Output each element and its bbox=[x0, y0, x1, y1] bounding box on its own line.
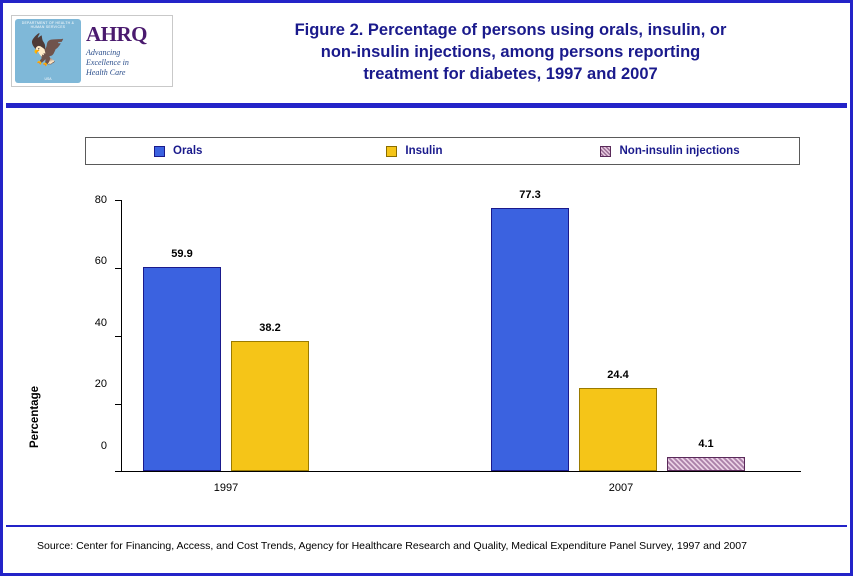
y-axis-tick-labels bbox=[51, 178, 107, 473]
hhs-seal-graphic bbox=[15, 19, 81, 83]
y-tick-20: 20 bbox=[94, 378, 107, 390]
y-tickmark-0 bbox=[115, 471, 121, 472]
seal-bottom-text: USA bbox=[44, 77, 52, 81]
bar-2007-orals bbox=[491, 208, 569, 471]
chart-axes bbox=[121, 189, 801, 494]
bar-value-1997-orals: 59.9 bbox=[171, 248, 193, 260]
legend-item-insulin bbox=[386, 145, 442, 157]
bar-value-2007-non-insulin: 4.1 bbox=[698, 438, 714, 450]
bar-2007-insulin bbox=[579, 388, 657, 471]
ahrq-wordmark: AHRQ bbox=[86, 22, 147, 46]
figure-title-line3: treatment for diabetes, 1997 and 2007 bbox=[363, 65, 658, 83]
ahrq-wordmark-block bbox=[84, 16, 172, 86]
y-axis-line bbox=[121, 200, 122, 472]
x-category-2007: 2007 bbox=[608, 482, 634, 494]
chart-legend bbox=[85, 137, 800, 165]
legend-swatch-non-insulin-icon bbox=[600, 146, 611, 157]
legend-swatch-insulin-icon bbox=[386, 146, 397, 157]
legend-swatch-orals-icon bbox=[154, 146, 165, 157]
bar-value-2007-insulin: 24.4 bbox=[607, 369, 629, 381]
figure-title bbox=[183, 19, 838, 85]
bar-value-1997-insulin: 38.2 bbox=[259, 322, 281, 334]
figure-title-line2: non-insulin injections, among persons reporting bbox=[320, 43, 701, 61]
source-note: Source: Center for Financing, Access, and Cost Trends, Agency for Healthcare Research and Quality, Medical Expenditure Panel Survey, 1997 and 2007 bbox=[37, 540, 747, 552]
seal-bird-icon: 🦅 bbox=[29, 34, 67, 67]
ahrq-tagline-line1: Advancing bbox=[86, 48, 121, 57]
ahrq-tagline-line3: Health Care bbox=[86, 68, 126, 77]
x-axis-line bbox=[121, 471, 801, 472]
ahrq-tagline bbox=[86, 48, 168, 78]
source-divider bbox=[6, 525, 847, 527]
bar-2007-non-insulin bbox=[667, 457, 745, 471]
header-divider bbox=[6, 103, 847, 108]
legend-item-orals bbox=[154, 145, 202, 157]
y-tickmark-80 bbox=[115, 200, 121, 201]
ahrq-tagline-line2: Excellence in bbox=[86, 58, 129, 67]
bar-1997-insulin bbox=[231, 341, 309, 471]
legend-label-insulin: Insulin bbox=[405, 145, 443, 157]
chart-plot-area bbox=[3, 178, 850, 508]
y-tickmark-20 bbox=[115, 404, 121, 405]
legend-label-orals: Orals bbox=[173, 145, 203, 157]
legend-label-non-insulin: Non-insulin injections bbox=[619, 145, 740, 157]
ahrq-logo bbox=[11, 15, 173, 87]
y-tickmark-60 bbox=[115, 268, 121, 269]
y-tick-60: 60 bbox=[94, 255, 107, 267]
bar-1997-orals bbox=[143, 267, 221, 471]
seal-top-text: DEPARTMENT OF HEALTH & HUMAN SERVICES bbox=[21, 21, 75, 29]
legend-item-non-insulin bbox=[600, 145, 739, 157]
bar-value-2007-orals: 77.3 bbox=[519, 189, 541, 201]
hhs-seal-icon bbox=[12, 16, 84, 86]
figure-title-line1: Figure 2. Percentage of persons using orals, insulin, or bbox=[294, 21, 727, 39]
y-tick-80: 80 bbox=[94, 194, 107, 206]
y-axis-label: Percentage bbox=[29, 385, 41, 448]
y-tickmark-40 bbox=[115, 336, 121, 337]
figure-header bbox=[3, 3, 850, 103]
y-tick-40: 40 bbox=[94, 317, 107, 329]
y-tick-0: 0 bbox=[100, 440, 107, 452]
x-category-1997: 1997 bbox=[213, 482, 239, 494]
